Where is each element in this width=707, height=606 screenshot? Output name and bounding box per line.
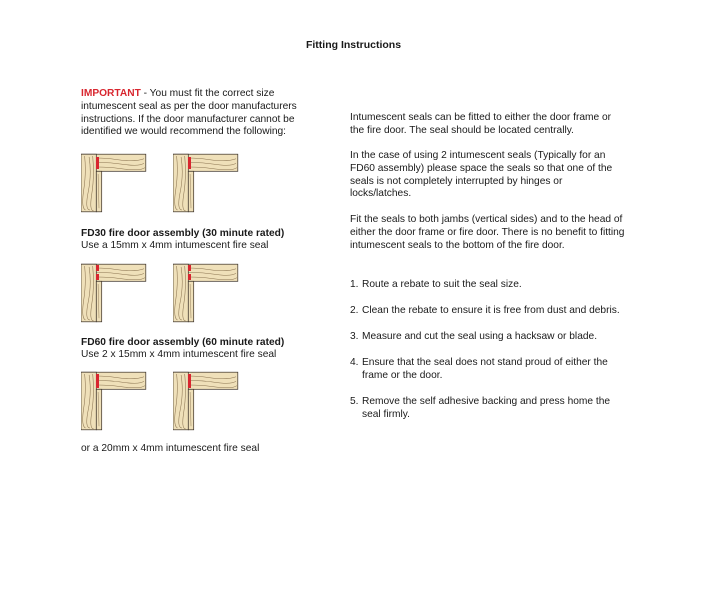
intumescent-seal	[96, 157, 99, 169]
fd30-diagram-door-seal	[173, 152, 245, 214]
step-text: Measure and cut the seal using a hacksaw or blade.	[362, 331, 598, 342]
fd60-text: Use 2 x 15mm x 4mm intumescent fire seal	[81, 349, 277, 360]
important-label: IMPORTANT	[81, 88, 141, 99]
intumescent-seal	[188, 374, 191, 388]
step-number: 5.	[350, 396, 359, 407]
step-text: Route a rebate to suit the seal size.	[362, 279, 522, 290]
step-number: 4.	[350, 357, 359, 368]
step-3	[350, 331, 625, 344]
intumescent-seal	[188, 157, 191, 169]
fd60-diagram-door-seals	[173, 262, 245, 324]
step-number: 2.	[350, 305, 359, 316]
step-1	[350, 279, 625, 292]
step-5	[350, 396, 612, 422]
step-text: Ensure that the seal does not stand proud of either the frame or the door.	[362, 357, 608, 381]
intumescent-seal	[96, 274, 99, 280]
step-2	[350, 305, 625, 318]
intumescent-seal	[188, 265, 191, 271]
intumescent-seal	[96, 265, 99, 271]
step-number: 1.	[350, 279, 359, 290]
step-4	[350, 357, 610, 383]
alt-diagram-door-seal	[173, 370, 245, 432]
step-number: 3.	[350, 331, 359, 342]
intumescent-seal	[96, 374, 99, 388]
step-text: Remove the self adhesive backing and press home the seal firmly.	[362, 396, 611, 420]
paragraph-two-seals: In the case of using 2 intumescent seals (Typically for an FD60 assembly) please space the seals so that one of the seals is not completely interrupted by hinges or locks/latches.	[350, 150, 613, 200]
fd30-text: Use a 15mm x 4mm intumescent fire seal	[81, 240, 269, 251]
important-notice	[81, 88, 321, 139]
alt-seal-text: or a 20mm x 4mm intumescent fire seal	[81, 443, 260, 454]
fd60-diagram-frame-seals	[81, 262, 153, 324]
page-title: Fitting Instructions	[305, 39, 402, 51]
paragraph-jambs: Fit the seals to both jambs (vertical sides) and to the head of either the door frame or fire door. There is no benefit to fitting intumescent seals to the bottom of the fire door.	[350, 214, 625, 251]
intumescent-seal	[188, 274, 191, 280]
paragraph-location: Intumescent seals can be fitted to either the door frame or the fire door. The seal should be located centrally.	[350, 112, 612, 136]
alt-diagram-frame-seal	[81, 370, 153, 432]
fd30-diagram-frame-seal	[81, 152, 153, 214]
important-text: - You must fit the correct size intumescent seal as per the door manufacturers instructions. If the door manufacturer cannot be identified we would recommend the following:	[81, 88, 297, 138]
step-text: Clean the rebate to ensure it is free from dust and debris.	[362, 305, 620, 316]
fd60-heading: FD60 fire door assembly (60 minute rated)	[81, 337, 285, 348]
fd30-heading: FD30 fire door assembly (30 minute rated)	[81, 228, 285, 239]
